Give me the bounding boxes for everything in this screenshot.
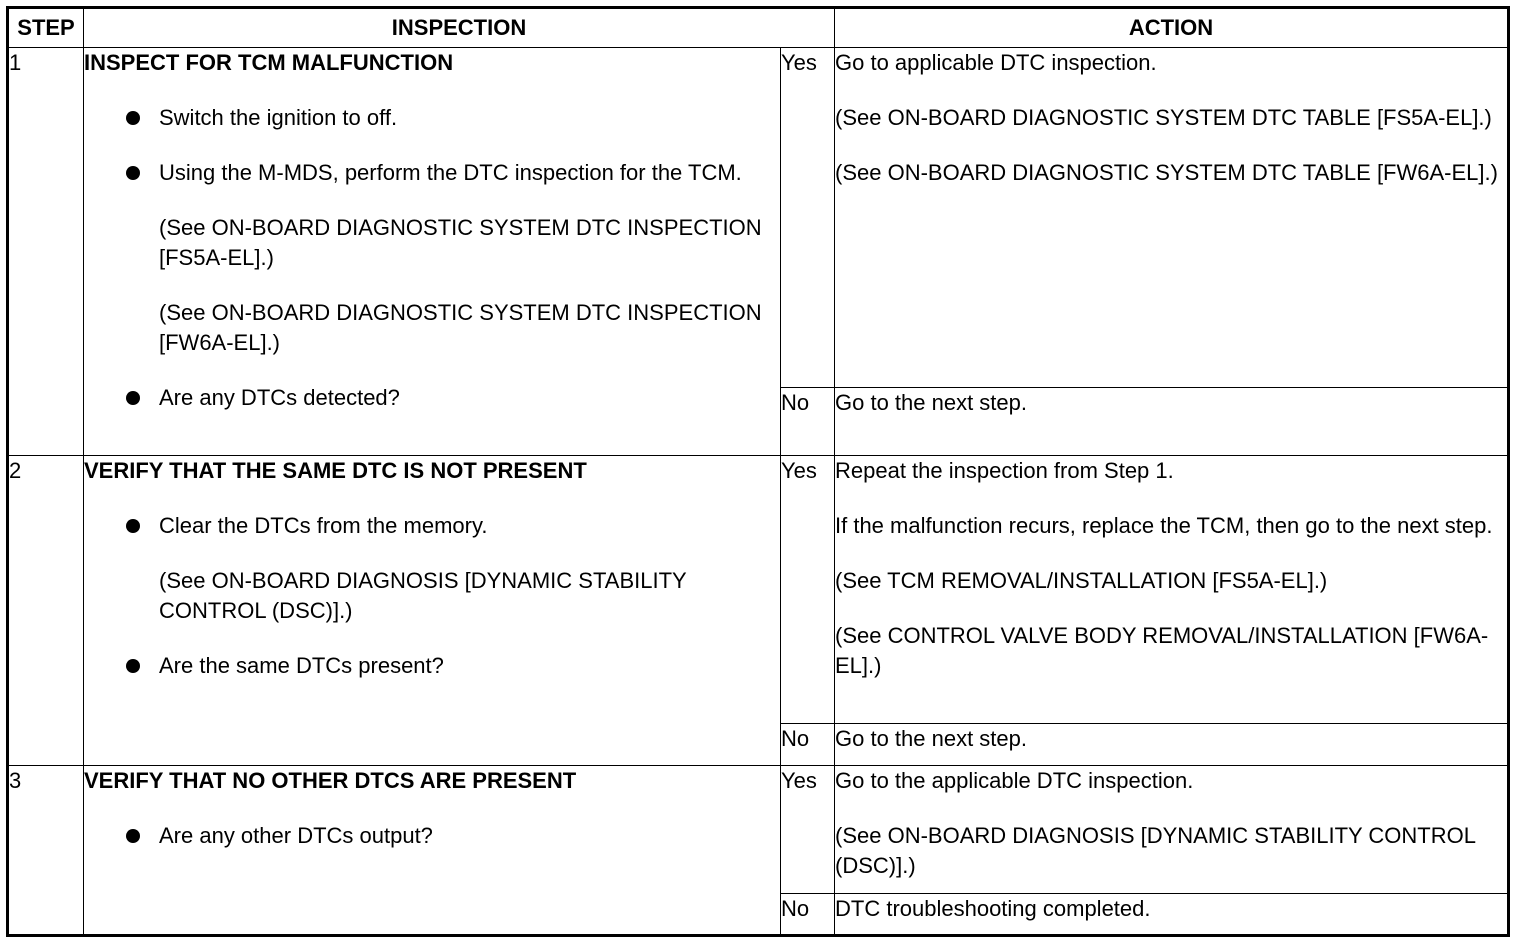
no-label: No [781, 388, 835, 456]
step-number: 3 [8, 766, 84, 936]
step-title: INSPECT FOR TCM MALFUNCTION [84, 50, 454, 75]
action-text: (See TCM REMOVAL/INSTALLATION [FS5A-EL].) [835, 568, 1328, 593]
action-text: Repeat the inspection from Step 1. [835, 458, 1174, 483]
step-row-3-yes [8, 766, 1509, 894]
inspection-bullet [84, 651, 780, 681]
yes-action-cell [835, 766, 1509, 894]
no-action-cell [835, 724, 1509, 766]
step-number: 1 [8, 48, 84, 456]
action-text: (See ON-BOARD DIAGNOSIS [DYNAMIC STABILITY CONTROL (DSC)].) [835, 823, 1476, 878]
no-action-cell [835, 894, 1509, 936]
inspection-bullet [84, 158, 780, 358]
inspection-bullet-list [84, 103, 780, 413]
yes-action-cell [835, 48, 1509, 388]
inspection-bullet [84, 383, 780, 413]
action-text: Go to applicable DTC inspection. [835, 50, 1157, 75]
action-text: Go to the applicable DTC inspection. [835, 768, 1194, 793]
bullet-text: Using the M-MDS, perform the DTC inspection for the TCM. [159, 160, 742, 185]
bullet-dot-icon [126, 519, 140, 533]
no-label: No [781, 724, 835, 766]
action-text: (See ON-BOARD DIAGNOSTIC SYSTEM DTC TABLE [FW6A-EL].) [835, 160, 1498, 185]
step-column-header: STEP [8, 8, 84, 48]
bullet-text: Are the same DTCs present? [159, 653, 444, 678]
table-body [8, 48, 1509, 936]
bullet-dot-icon [126, 829, 140, 843]
yes-action-cell [835, 456, 1509, 724]
inspection-bullet [84, 821, 780, 851]
no-action-cell [835, 388, 1509, 456]
header-row [8, 8, 1509, 48]
reference-note: (See ON-BOARD DIAGNOSTIC SYSTEM DTC INSPECTION [FS5A-EL].) [159, 215, 762, 270]
step-number: 2 [8, 456, 84, 766]
inspection-bullet [84, 103, 780, 133]
inspection-bullet-list [84, 511, 780, 681]
action-text: Go to the next step. [835, 390, 1028, 415]
inspection-cell [84, 48, 781, 456]
step-row-2-yes [8, 456, 1509, 724]
inspection-cell [84, 456, 781, 766]
bullet-text: Are any other DTCs output? [159, 823, 433, 848]
yes-label: Yes [781, 456, 835, 724]
yes-label: Yes [781, 48, 835, 388]
bullet-dot-icon [126, 391, 140, 405]
action-text: If the malfunction recurs, replace the TCM, then go to the next step. [835, 513, 1493, 538]
action-text: DTC troubleshooting completed. [835, 896, 1151, 921]
inspection-bullet [84, 511, 780, 626]
bullet-dot-icon [126, 111, 140, 125]
bullet-text: Clear the DTCs from the memory. [159, 513, 488, 538]
bullet-text: Are any DTCs detected? [159, 385, 400, 410]
reference-note: (See ON-BOARD DIAGNOSTIC SYSTEM DTC INSPECTION [FW6A-EL].) [159, 300, 762, 355]
bullet-dot-icon [126, 166, 140, 180]
diagnostic-procedure-table [6, 6, 1510, 937]
action-text: (See CONTROL VALVE BODY REMOVAL/INSTALLATION [FW6A-EL].) [835, 623, 1489, 678]
no-label: No [781, 894, 835, 936]
yes-label: Yes [781, 766, 835, 894]
action-column-header: ACTION [835, 8, 1509, 48]
inspection-bullet-list [84, 821, 780, 851]
bullet-dot-icon [126, 659, 140, 673]
action-text: (See ON-BOARD DIAGNOSTIC SYSTEM DTC TABLE [FS5A-EL].) [835, 105, 1492, 130]
step-row-1-yes [8, 48, 1509, 388]
action-text: Go to the next step. [835, 726, 1028, 751]
reference-note: (See ON-BOARD DIAGNOSIS [DYNAMIC STABILITY CONTROL (DSC)].) [159, 568, 687, 623]
step-title: VERIFY THAT THE SAME DTC IS NOT PRESENT [84, 458, 587, 483]
step-title: VERIFY THAT NO OTHER DTCS ARE PRESENT [84, 768, 577, 793]
bullet-text: Switch the ignition to off. [159, 105, 398, 130]
inspection-cell [84, 766, 781, 936]
inspection-column-header: INSPECTION [84, 8, 835, 48]
